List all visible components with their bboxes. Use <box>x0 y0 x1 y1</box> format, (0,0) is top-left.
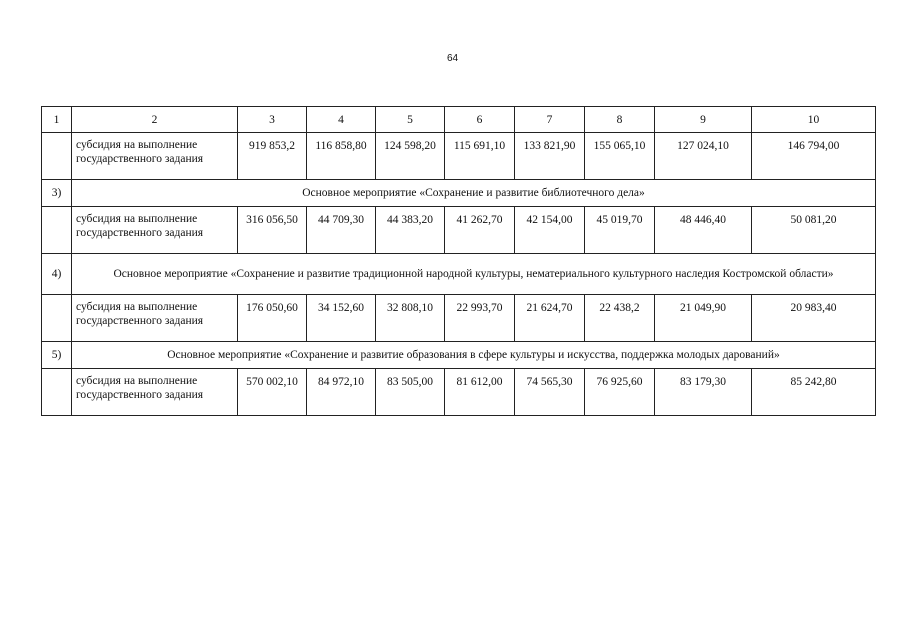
header-cell: 7 <box>515 107 585 133</box>
value-cell: 316 056,50 <box>238 207 307 254</box>
value-cell: 570 002,10 <box>238 369 307 416</box>
section-number: 4) <box>42 254 72 295</box>
section-row <box>42 342 876 369</box>
value-cell: 81 612,00 <box>445 369 515 416</box>
section-title: Основное мероприятие «Сохранение и развитие библиотечного дела» <box>72 180 876 207</box>
header-cell: 2 <box>72 107 238 133</box>
value-cell: 146 794,00 <box>752 133 876 180</box>
value-cell: 124 598,20 <box>376 133 445 180</box>
table-row <box>42 207 876 254</box>
header-cell: 9 <box>655 107 752 133</box>
value-cell: 45 019,70 <box>585 207 655 254</box>
row-description: субсидия на выполнение государственного задания <box>72 295 238 342</box>
value-cell: 41 262,70 <box>445 207 515 254</box>
header-cell: 3 <box>238 107 307 133</box>
header-cell: 4 <box>307 107 376 133</box>
value-cell: 48 446,40 <box>655 207 752 254</box>
budget-table <box>41 106 876 416</box>
row-number-cell <box>42 295 72 342</box>
value-cell: 44 383,20 <box>376 207 445 254</box>
value-cell: 83 179,30 <box>655 369 752 416</box>
section-row <box>42 254 876 295</box>
table-row <box>42 369 876 416</box>
value-cell: 21 049,90 <box>655 295 752 342</box>
table-header-row <box>42 107 876 133</box>
section-number: 3) <box>42 180 72 207</box>
header-cell: 8 <box>585 107 655 133</box>
row-number-cell <box>42 207 72 254</box>
value-cell: 44 709,30 <box>307 207 376 254</box>
row-number-cell <box>42 369 72 416</box>
value-cell: 85 242,80 <box>752 369 876 416</box>
row-description: субсидия на выполнение государственного задания <box>72 369 238 416</box>
row-number-cell <box>42 133 72 180</box>
value-cell: 22 438,2 <box>585 295 655 342</box>
value-cell: 155 065,10 <box>585 133 655 180</box>
table-row <box>42 133 876 180</box>
section-number: 5) <box>42 342 72 369</box>
value-cell: 22 993,70 <box>445 295 515 342</box>
value-cell: 50 081,20 <box>752 207 876 254</box>
value-cell: 84 972,10 <box>307 369 376 416</box>
value-cell: 32 808,10 <box>376 295 445 342</box>
header-cell: 5 <box>376 107 445 133</box>
page-number: 64 <box>446 53 459 64</box>
value-cell: 42 154,00 <box>515 207 585 254</box>
value-cell: 74 565,30 <box>515 369 585 416</box>
value-cell: 919 853,2 <box>238 133 307 180</box>
header-cell: 1 <box>42 107 72 133</box>
value-cell: 20 983,40 <box>752 295 876 342</box>
row-description: субсидия на выполнение государственного задания <box>72 207 238 254</box>
section-title: Основное мероприятие «Сохранение и развитие образования в сфере культуры и искусства, поддержка молодых дарований» <box>72 342 876 369</box>
value-cell: 83 505,00 <box>376 369 445 416</box>
value-cell: 21 624,70 <box>515 295 585 342</box>
table-row <box>42 295 876 342</box>
value-cell: 176 050,60 <box>238 295 307 342</box>
value-cell: 34 152,60 <box>307 295 376 342</box>
section-row <box>42 180 876 207</box>
value-cell: 116 858,80 <box>307 133 376 180</box>
value-cell: 133 821,90 <box>515 133 585 180</box>
header-cell: 6 <box>445 107 515 133</box>
row-description: субсидия на выполнение государственного задания <box>72 133 238 180</box>
header-cell: 10 <box>752 107 876 133</box>
section-title: Основное мероприятие «Сохранение и развитие традиционной народной культуры, нематериального культурного наследия Костромской области» <box>72 254 876 295</box>
value-cell: 76 925,60 <box>585 369 655 416</box>
value-cell: 127 024,10 <box>655 133 752 180</box>
value-cell: 115 691,10 <box>445 133 515 180</box>
